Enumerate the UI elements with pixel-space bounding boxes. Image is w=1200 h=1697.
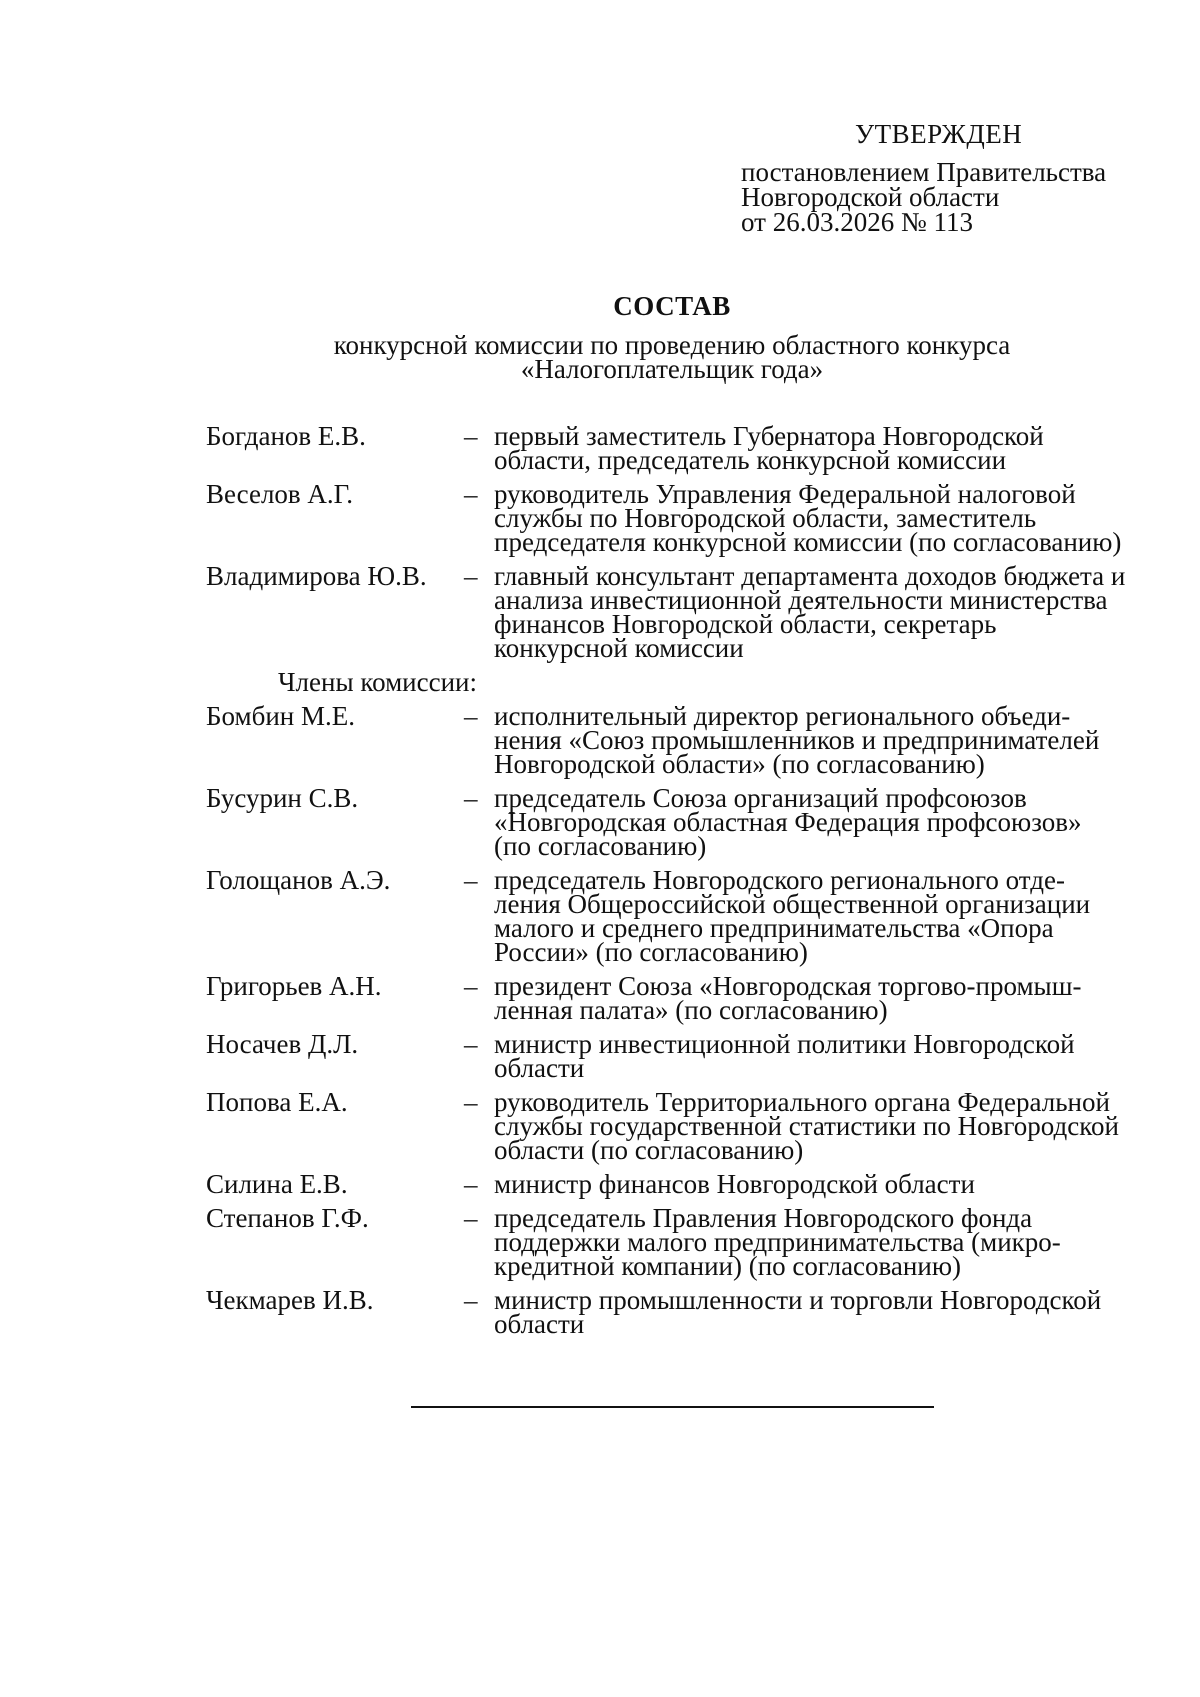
commission-member-row <box>206 865 1166 967</box>
member-role <box>494 783 1166 861</box>
members-label: Члены комиссии: <box>278 667 477 697</box>
member-role-line: службы государственной статистики по Новгородской <box>494 1111 1119 1141</box>
document-title: СОСТАВ <box>613 291 731 321</box>
member-role-line: анализа инвестиционной деятельности министерства <box>494 585 1108 615</box>
commission-member-row <box>206 971 1166 1025</box>
commission-member-row <box>206 1203 1166 1281</box>
dash-separator: – <box>464 1285 478 1315</box>
member-name: Бомбин М.Е. <box>206 701 355 731</box>
member-role <box>494 421 1166 475</box>
member-name: Бусурин С.В. <box>206 783 359 813</box>
dash-separator: – <box>464 479 478 509</box>
member-role-line: службы по Новгородской области, заместитель <box>494 503 1037 533</box>
member-role-line: исполнительный директор регионального объеди- <box>494 701 1071 731</box>
member-role-line: главный консультант департамента доходов бюджета и <box>494 561 1126 591</box>
member-name: Попова Е.А. <box>206 1087 348 1117</box>
member-role-line: председатель Новгородского регионального отде- <box>494 865 1065 895</box>
member-role <box>494 1029 1166 1083</box>
member-role-line: ления Общероссийской общественной организации <box>494 889 1091 919</box>
member-role-line: области, председатель конкурсной комиссии <box>494 445 1007 475</box>
dash-separator: – <box>464 1087 478 1117</box>
member-role <box>494 971 1166 1025</box>
commission-member-row <box>206 1087 1166 1165</box>
approval-line: постановлением Правительства <box>741 157 1107 187</box>
document-subtitle <box>0 330 1200 384</box>
leadership-list <box>206 421 1166 663</box>
member-role-line: области (по согласованию) <box>494 1135 804 1165</box>
commission-member-row <box>206 1285 1166 1339</box>
member-role-line: кредитной компании) (по согласованию) <box>494 1251 961 1281</box>
subtitle-line: «Налогоплательщик года» <box>520 354 824 384</box>
member-role-line: министр инвестиционной политики Новгородской <box>494 1029 1075 1059</box>
dash-separator: – <box>464 1203 478 1233</box>
member-name: Богданов Е.В. <box>206 421 366 451</box>
member-role-line: финансов Новгородской области, секретарь <box>494 609 997 639</box>
dash-separator: – <box>464 971 478 1001</box>
member-role <box>494 1087 1166 1165</box>
member-role-line: области <box>494 1309 585 1339</box>
dash-separator: – <box>464 1029 478 1059</box>
end-rule <box>411 1406 934 1408</box>
member-name: Силина Е.В. <box>206 1169 348 1199</box>
member-role <box>494 561 1166 663</box>
commission-member-row <box>206 421 1166 475</box>
dash-separator: – <box>464 561 478 591</box>
dash-separator: – <box>464 865 478 895</box>
member-role <box>494 1285 1166 1339</box>
member-role <box>494 1203 1166 1281</box>
dash-separator: – <box>464 1169 478 1199</box>
approval-line: от 26.03.2026 № 113 <box>741 207 973 237</box>
member-role-line: нения «Союз промышленников и предпринимателей <box>494 725 1100 755</box>
approval-heading: УТВЕРЖДЕН <box>855 119 1023 149</box>
member-name: Голощанов А.Э. <box>206 865 391 895</box>
member-name: Чекмарев И.В. <box>206 1285 374 1315</box>
member-role-line: президент Союза «Новгородская торгово-промыш- <box>494 971 1082 1001</box>
subtitle-line: конкурсной комиссии по проведению областного конкурса <box>333 330 1011 360</box>
commission-member-row <box>206 701 1166 779</box>
member-role-line: «Новгородская областная Федерация профсоюзов» <box>494 807 1082 837</box>
dash-separator: – <box>464 421 478 451</box>
member-role-line: (по согласованию) <box>494 831 707 861</box>
member-role-line: конкурсной комиссии <box>494 633 744 663</box>
member-role <box>494 865 1166 967</box>
member-role-line: области <box>494 1053 585 1083</box>
commission-member-row <box>206 1029 1166 1083</box>
member-name: Владимирова Ю.В. <box>206 561 427 591</box>
approval-block <box>741 157 1107 237</box>
commission-member-row <box>206 783 1166 861</box>
commission-list <box>206 421 1166 1339</box>
approval-line: Новгородской области <box>741 182 1000 212</box>
commission-member-row <box>206 1169 1166 1199</box>
member-role <box>494 701 1166 779</box>
member-role-line: руководитель Управления Федеральной налоговой <box>494 479 1076 509</box>
member-role <box>494 479 1166 557</box>
dash-separator: – <box>464 701 478 731</box>
member-role-line: председателя конкурсной комиссии (по согласованию) <box>494 527 1122 557</box>
member-role-line: председатель Союза организаций профсоюзов <box>494 783 1027 813</box>
member-role-line: председатель Правления Новгородского фонда <box>494 1203 1033 1233</box>
member-role-line: России» (по согласованию) <box>494 937 808 967</box>
member-role-line: министр промышленности и торговли Новгородской <box>494 1285 1102 1315</box>
member-role-line: первый заместитель Губернатора Новгородской <box>494 421 1044 451</box>
member-role-line: ленная палата» (по согласованию) <box>494 995 888 1025</box>
member-role <box>494 1169 1166 1199</box>
member-role-line: министр финансов Новгородской области <box>494 1169 975 1199</box>
member-role-line: руководитель Территориального органа Федеральной <box>494 1087 1110 1117</box>
member-role-line: Новгородской области» (по согласованию) <box>494 749 985 779</box>
member-role-line: малого и среднего предпринимательства «Опора <box>494 913 1054 943</box>
commission-member-row <box>206 561 1166 663</box>
commission-member-row <box>206 479 1166 557</box>
member-role-line: поддержки малого предпринимательства (микро- <box>494 1227 1061 1257</box>
dash-separator: – <box>464 783 478 813</box>
members-list <box>206 701 1166 1339</box>
member-name: Носачев Д.Л. <box>206 1029 359 1059</box>
member-name: Григорьев А.Н. <box>206 971 382 1001</box>
member-name: Степанов Г.Ф. <box>206 1203 369 1233</box>
member-name: Веселов А.Г. <box>206 479 353 509</box>
